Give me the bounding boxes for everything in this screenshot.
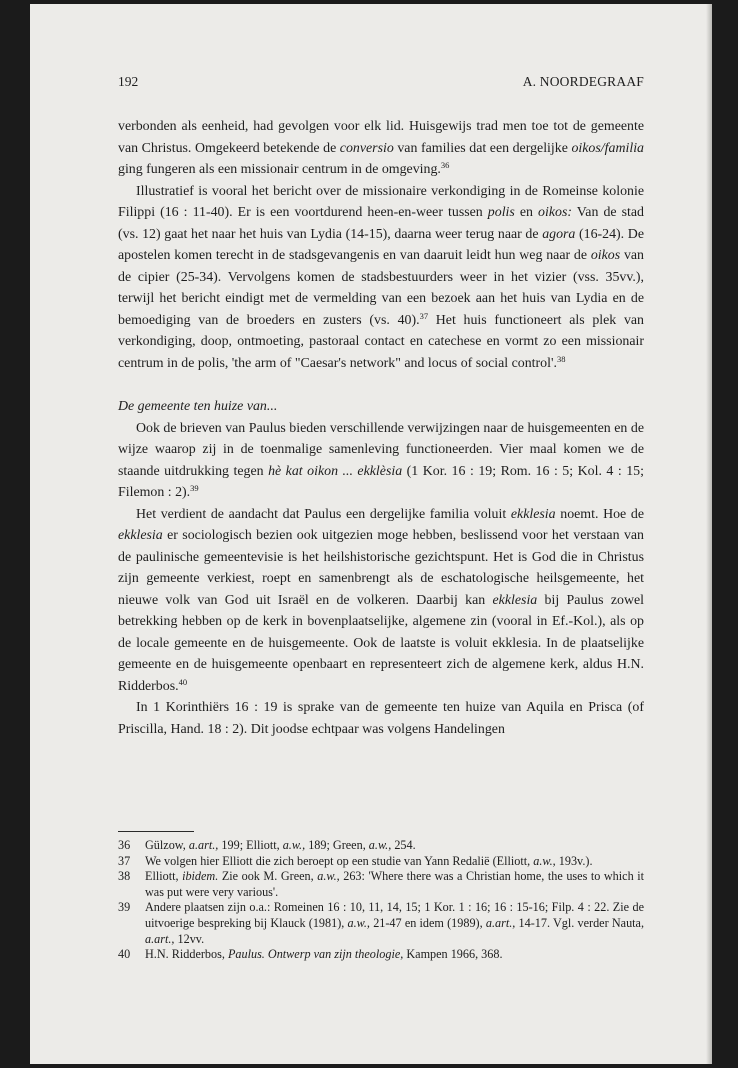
footnote-text	[145, 869, 644, 900]
text-run: noemt. Hoe de	[555, 506, 644, 522]
footnote-ref: 38	[556, 353, 566, 364]
italic-term: oikos/familia	[571, 140, 644, 156]
italic-term: hè kat oikon ... ekklèsia	[268, 463, 403, 479]
paragraph	[118, 181, 644, 375]
text-run: In 1 Korinthiërs 16 : 19 is sprake van de gemeente ten huize van Aquila en Prisca (of Priscilla, Hand. 18 : 2). Dit joodse echtpaar was volgens Handelingen	[118, 700, 644, 737]
footnote-number: 39	[118, 900, 131, 915]
footnote-number: 40	[118, 947, 131, 962]
text-run: verbonden als eenheid, had gevolgen voor elk lid. Huisgewijs trad men toe tot de gemeente van Christus. Omgekeerd betekende de	[118, 119, 644, 156]
italic-term: a.w.,	[282, 838, 306, 852]
footnote-rule	[118, 831, 194, 832]
footnote	[118, 900, 644, 947]
text-run: (16-24). De apostelen komen terecht in de stadsgevangenis en van daaruit leidt hun weg naar de	[118, 226, 644, 263]
italic-term: agora	[542, 226, 576, 242]
text-run: Kampen 1966, 368.	[403, 947, 503, 962]
footnote-ref: 40	[178, 676, 188, 687]
text-run: We volgen hier Elliott die zich beroept op een studie van Yann Redalië (Elliott,	[145, 853, 534, 868]
text-run: 21-47 en idem (1989),	[369, 915, 486, 930]
text-run: H.N. Ridderbos,	[145, 947, 228, 962]
text-run: van families dat een dergelijke	[393, 140, 572, 156]
text-run: Het verdient de aandacht dat Paulus een dergelijke familia voluit	[136, 506, 511, 522]
body-text	[118, 116, 644, 740]
text-run: Illustratief is vooral het bericht over de missionaire verkondiging in de Romeinse kolonie Filippi (16 : 11-40). Er is een voortdurend heen-en-weer tussen	[118, 183, 644, 220]
italic-term: a.art.,	[188, 838, 219, 852]
text-run: Het huis functioneert als plek van verkondiging, doop, ontmoeting, pastoraal contact en catechese en vormt zo een missionair centrum in de polis, 'the arm of "Caesar's network" and locus of social control'.	[118, 312, 644, 371]
footnote	[118, 869, 644, 900]
text-run: 12vv.	[174, 931, 205, 946]
footnote-ref: 39	[190, 483, 199, 493]
text-run: Elliott,	[145, 869, 183, 884]
text-run: Ook de brieven van Paulus bieden verschillende verwijzingen naar de huisgemeenten en de wijze waarop zij in de toenmalige samenleving functioneerden. Vier maal komen we de staande uitdrukking tegen	[118, 420, 644, 479]
italic-term: ekklesia	[118, 528, 163, 543]
italic-term: a.art.,	[485, 915, 516, 930]
page	[30, 4, 712, 1064]
italic-term: ekklesia	[510, 506, 556, 522]
footnote	[118, 838, 644, 854]
text-run: 199; Elliott,	[218, 838, 283, 852]
text-run: van de cipier (25-34). Vervolgens komen de stadsbestuurders weer in het vizier (vss. 35vv.), terwijl het bericht eindigt met de vermelding van een bezoek aan het huis van Lydia en de bemoediging van de broeders en zusters (vs. 40).	[118, 248, 644, 328]
footnote-text	[145, 854, 644, 870]
paragraph	[118, 418, 644, 504]
italic-term: a.w.,	[347, 915, 370, 930]
text-run: Zie ook M. Green,	[218, 869, 318, 884]
text-run: ging fungeren als een missionair centrum in de omgeving.	[118, 162, 441, 177]
running-header	[118, 74, 644, 94]
text-run: en	[514, 205, 539, 220]
text-run: bij Paulus zowel betrekking hebben op de kerk in bovenplaatselijke, algemene zin (vooral in Ef.-Kol.), als op de locale gemeente en de huisgemeente. Ook de laatste is voluit ekklesia. In de plaatselijke gemeente en de huisgemeente openbaart en representeert zich de algemene kerk, aldus H.N. Ridderbos.	[118, 592, 645, 694]
text-run: 254.	[391, 838, 416, 852]
footnote-text	[145, 900, 644, 947]
text-run: er sociologisch bezien ook uitgezien moge hebben, beslissend voor het verstaan van de paulinische gemeentevisie is het heilshistorische gezichtspunt. Het is God die in Christus zijn gemeente verkiest, roept en samenbrengt als de eschatologische heilsgemeente, het nieuwe volk van God uit Israël en de volkeren. Daarbij kan	[118, 528, 644, 608]
text-run: Andere plaatsen zijn o.a.: Romeinen 16 : 10, 11, 14, 15; 1 Kor. 1 : 16; 16 : 15-16; Filp. 4 : 22. Zie de uitvoerige bespreking bij Klauck (1981),	[145, 900, 644, 930]
italic-term: ekklesia	[492, 592, 538, 608]
text-run: 263: 'Where there was a Christian home, the uses to which it was put were very various'.	[145, 869, 644, 899]
italic-term: a.w.,	[317, 869, 340, 884]
paragraph	[118, 116, 644, 181]
italic-term: oikos	[590, 248, 621, 263]
text-run: Gülzow,	[145, 838, 189, 852]
footnote-text	[145, 838, 644, 854]
paragraph	[118, 504, 644, 698]
italic-term: polis	[487, 205, 515, 220]
section-heading	[118, 396, 644, 418]
footnotes	[118, 838, 644, 963]
italic-term: ibidem.	[182, 869, 219, 884]
text-run: 193v.).	[555, 853, 593, 868]
italic-term: a.w.,	[368, 838, 392, 852]
italic-term: Paulus. Ontwerp van zijn theologie,	[227, 947, 404, 962]
italic-term: a.art.,	[145, 931, 175, 946]
italic-term: oikos:	[538, 205, 572, 220]
text-run: 14-17. Vgl. verder Nauta,	[515, 915, 645, 930]
footnote-ref: 36	[440, 160, 450, 170]
footnote-number: 37	[118, 853, 131, 868]
footnote	[118, 947, 644, 963]
footnote-text	[145, 947, 644, 963]
italic-term: conversio	[339, 140, 394, 156]
footnote	[118, 854, 644, 870]
text-run: 189; Green,	[305, 838, 369, 852]
text-run: (1 Kor. 16 : 19; Rom. 16 : 5; Kol. 4 : 15; Filemon : 2).	[118, 463, 644, 500]
footnote-number: 38	[118, 869, 131, 884]
text-run: De gemeente ten huize van...	[118, 399, 278, 414]
italic-term: a.w.,	[533, 853, 556, 868]
text-run: Van de stad (vs. 12) gaat het naar het huis van Lydia (14-15), daarna weer terug naar de	[118, 205, 644, 242]
paragraph	[118, 697, 644, 740]
footnote-ref: 37	[419, 310, 429, 321]
running-head-author: A. NOORDEGRAAF	[522, 74, 644, 89]
page-number: 192	[118, 74, 139, 89]
footnote-number: 36	[118, 838, 131, 852]
page-edge-shadow	[706, 4, 712, 1064]
